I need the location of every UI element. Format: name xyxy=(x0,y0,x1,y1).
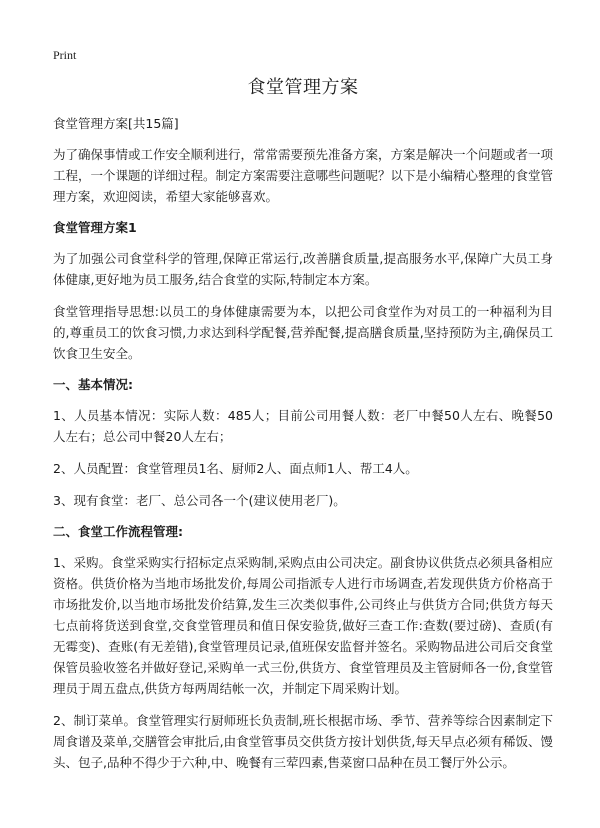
workflow-item-1: 1、采购。食堂采购实行招标定点采购制,采购点由公司决定。副食协议供货点必须具备相应资格。供货价格为当地市场批发价,每周公司指派专人进行市场调查,若发现供货方价格高于市场批发价,以当地市场批发价结算,发生三次类似事件,公司终止与供货方合同;供货方每天七点前将货送到食堂,交食堂管理员和值日保安验货,做好三查工作:查数(要过磅)、查质(有无霉变)、查账(有无差错),食堂管理员记录,值班保安监督并签名。采购物品进公司后交食堂保管员验收签名并做好登记,采购单一式三份,供货方、食堂管理员及主管厨师各一份,食堂管理员于周五盘点,供货方每两周结帐一次，并制定下周采购计划。 xyxy=(53,555,553,696)
purpose-paragraph: 为了加强公司食堂科学的管理,保障正常运行,改善膳食质量,提高服务水平,保障广大员工身体健康,更好地为员工服务,结合食堂的实际,特制定本方案。 xyxy=(53,251,553,287)
document-title: 食堂管理方案 xyxy=(247,77,359,98)
section-heading-basic: 一、基本情况: xyxy=(53,377,133,392)
guideline-paragraph: 食堂管理指导思想:以员工的身体健康需要为本，以把公司食堂作为对员工的一种福利为目的,尊重员工的饮食习惯,力求达到科学配餐,营养配餐,提高膳食质量,坚持预防为主,确保员工饮食卫生安全。 xyxy=(53,304,553,361)
basic-item-2: 2、人员配置：食堂管理员1名、厨师2人、面点师1人、帮工4人。 xyxy=(53,461,418,476)
workflow-item-2: 2、制订菜单。食堂管理实行厨师班长负责制,班长根据市场、季节、营养等综合因素制定下周食谱及菜单,交膳管会审批后,由食堂管事员交供货方按计划供货,每天早点必须有稀饭、馒头、包子,品种不得少于六种,中、晚餐有三荤四素,售菜窗口品种在员工餐厅外公示。 xyxy=(53,713,553,770)
basic-item-1: 1、人员基本情况：实际人数：485人；目前公司用餐人数：老厂中餐50人左右、晚餐50人左右；总公司中餐20人左右； xyxy=(53,408,553,444)
section-heading-workflow: 二、食堂工作流程管理: xyxy=(53,524,183,539)
document-subtitle: 食堂管理方案[共15篇] xyxy=(53,116,179,131)
basic-item-3: 3、现有食堂：老厂、总公司各一个(建议使用老厂)。 xyxy=(53,493,346,508)
intro-paragraph: 为了确保事情或工作安全顺利进行，常常需要预先准备方案，方案是解决一个问题或者一项工程，一个课题的详细过程。制定方案需要注意哪些问题呢？以下是小编精心整理的食堂管理方案，欢迎阅读，希望大家能够喜欢。 xyxy=(53,147,554,204)
section-heading-plan1: 食堂管理方案1 xyxy=(53,220,137,235)
print-link[interactable]: Print xyxy=(53,48,77,62)
document-body xyxy=(53,74,553,784)
